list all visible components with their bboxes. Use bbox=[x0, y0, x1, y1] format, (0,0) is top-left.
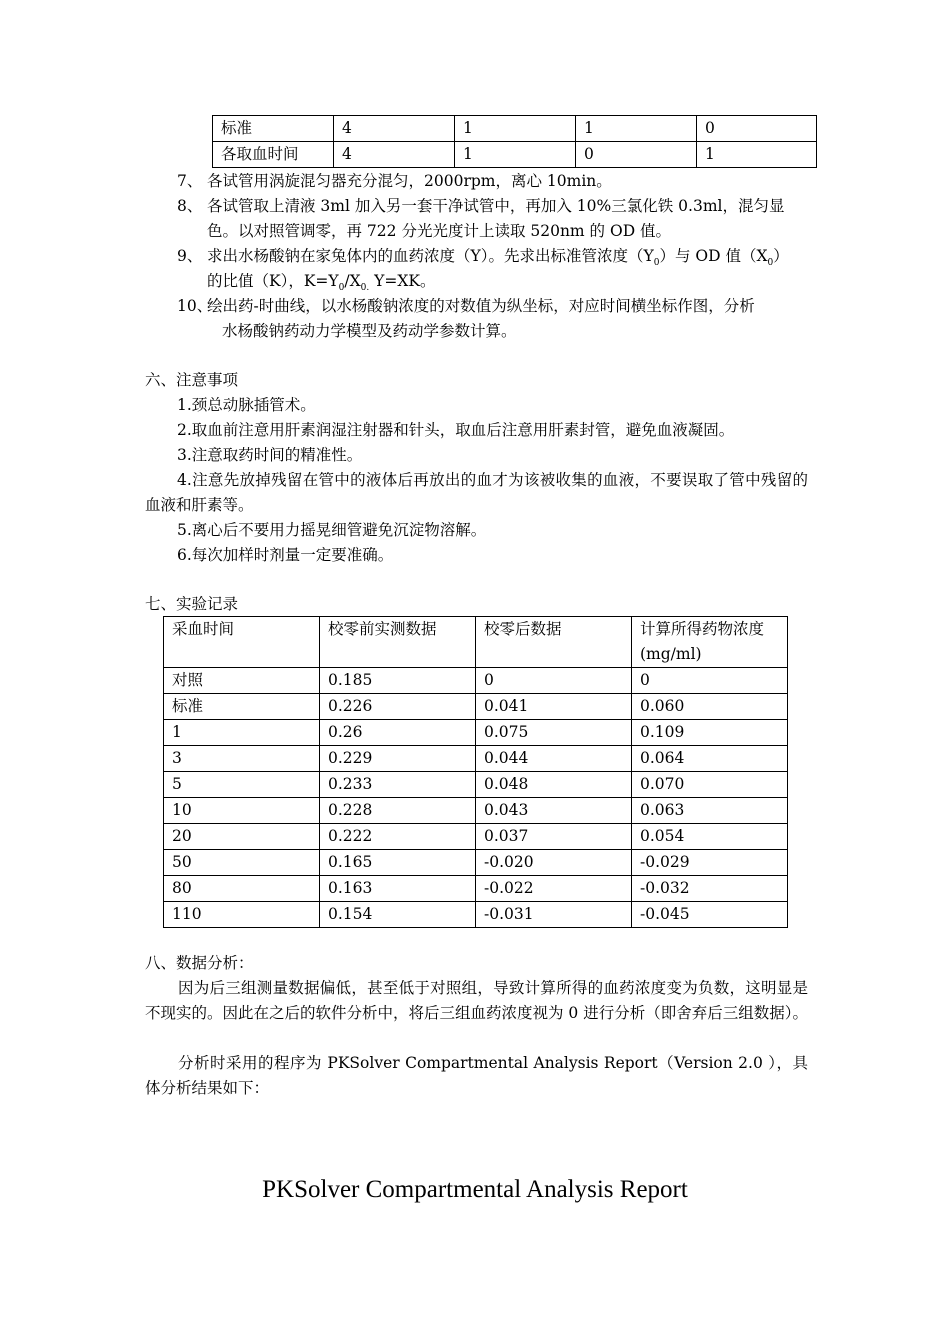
step-text: 绘出药-时曲线，以水杨酸钠浓度的对数值为纵坐标，对应时间横坐标作图，分析 bbox=[207, 297, 755, 315]
table-cell: -0.045 bbox=[632, 902, 788, 928]
table-cell: 4 bbox=[334, 116, 455, 142]
table-cell: 各取血时间 bbox=[213, 142, 334, 168]
table-cell: 0.165 bbox=[320, 850, 476, 876]
text: 求出水杨酸钠在家兔体内的血药浓度（Y）。先求出标准管浓度（Y bbox=[207, 247, 654, 265]
header-cell: 采血时间 bbox=[164, 617, 320, 668]
table-cell: 0.233 bbox=[320, 772, 476, 798]
note-item: 4.注意先放掉残留在管中的液体后再放出的血才为该被收集的血液，不要误取了管中残留的血液和肝素等。 bbox=[145, 471, 808, 514]
table-row bbox=[164, 824, 788, 850]
header-cell bbox=[632, 617, 788, 668]
subscript: 0 bbox=[653, 258, 660, 269]
table-cell: 0 bbox=[576, 142, 697, 168]
table-cell: 20 bbox=[164, 824, 320, 850]
table-cell: 0.063 bbox=[632, 798, 788, 824]
section-heading: 六、注意事项 bbox=[145, 371, 239, 389]
table-cell: 1 bbox=[455, 142, 576, 168]
table-cell: -0.022 bbox=[476, 876, 632, 902]
note-item: 6.每次加样时剂量一定要准确。 bbox=[177, 546, 394, 564]
text: ）与 OD 值（X bbox=[659, 247, 768, 265]
table-row bbox=[164, 876, 788, 902]
subscript: 0 bbox=[338, 283, 345, 294]
table-cell: 0.060 bbox=[632, 694, 788, 720]
table-row bbox=[164, 720, 788, 746]
table-cell: 标准 bbox=[213, 116, 334, 142]
table-cell: 0 bbox=[632, 668, 788, 694]
note-item: 3.注意取药时间的精准性。 bbox=[177, 446, 363, 464]
table-cell: 对照 bbox=[164, 668, 320, 694]
table-cell: 0.048 bbox=[476, 772, 632, 798]
section-heading: 八、数据分析： bbox=[145, 954, 254, 972]
header-cell: 校零前实测数据 bbox=[320, 617, 476, 668]
report-title: PKSolver Compartmental Analysis Report bbox=[262, 1176, 688, 1203]
note-item: 5.离心后不要用力摇晃细管避免沉淀物溶解。 bbox=[177, 521, 487, 539]
table-cell: 80 bbox=[164, 876, 320, 902]
step-number: 9、 bbox=[177, 247, 203, 265]
table-row bbox=[164, 902, 788, 928]
table-header-row bbox=[164, 617, 788, 668]
table-row bbox=[164, 746, 788, 772]
table-cell: 1 bbox=[164, 720, 320, 746]
table-cell: 1 bbox=[576, 116, 697, 142]
table-cell: 50 bbox=[164, 850, 320, 876]
step-text: 各试管用涡旋混匀器充分混匀，2000rpm，离心 10min。 bbox=[207, 172, 612, 190]
table-cell: 0.109 bbox=[632, 720, 788, 746]
table-cell: 0.070 bbox=[632, 772, 788, 798]
text: Y=XK。 bbox=[369, 272, 436, 290]
step-text: 色。以对照管调零，再 722 分光光度计上读取 520nm 的 OD 值。 bbox=[207, 222, 672, 240]
table-cell: 0.222 bbox=[320, 824, 476, 850]
subscript: 0. bbox=[360, 283, 370, 294]
table-cell: -0.032 bbox=[632, 876, 788, 902]
step-number: 10、 bbox=[177, 297, 213, 315]
table-cell: 0.226 bbox=[320, 694, 476, 720]
table-cell: 0 bbox=[476, 668, 632, 694]
note-item: 2.取血前注意用肝素润湿注射器和针头，取血后注意用肝素封管，避免血液凝固。 bbox=[177, 421, 735, 439]
text: ） bbox=[773, 247, 789, 265]
table-cell: 0.163 bbox=[320, 876, 476, 902]
table-cell: 1 bbox=[455, 116, 576, 142]
table-cell: -0.031 bbox=[476, 902, 632, 928]
table-cell: 5 bbox=[164, 772, 320, 798]
step-number: 8、 bbox=[177, 197, 203, 215]
analysis-paragraph: 分析时采用的程序为 PKSolver Compartmental Analysis Report（Version 2.0 ），具体分析结果如下： bbox=[145, 1054, 808, 1097]
table-row bbox=[164, 798, 788, 824]
table-cell: 0.075 bbox=[476, 720, 632, 746]
table-cell: 0.228 bbox=[320, 798, 476, 824]
table-row bbox=[164, 668, 788, 694]
table-row bbox=[164, 850, 788, 876]
table-cell: 0.044 bbox=[476, 746, 632, 772]
table-cell: 0.26 bbox=[320, 720, 476, 746]
table-row bbox=[213, 142, 817, 168]
table-row bbox=[164, 694, 788, 720]
header-unit: (mg/ml) bbox=[640, 645, 702, 663]
table-cell: 1 bbox=[697, 142, 817, 168]
header-cell: 校零后数据 bbox=[476, 617, 632, 668]
text: /X bbox=[344, 272, 361, 290]
table-cell: 标准 bbox=[164, 694, 320, 720]
step-text: 各试管取上清液 3ml 加入另一套干净试管中，再加入 10%三氯化铁 0.3ml，混匀显 bbox=[207, 197, 785, 215]
step-text: 水杨酸钠药动力学模型及药动学参数计算。 bbox=[222, 322, 517, 340]
table-cell: 10 bbox=[164, 798, 320, 824]
subscript: 0 bbox=[767, 258, 774, 269]
table-cell: 4 bbox=[334, 142, 455, 168]
text: 的比值（K），K=Y bbox=[207, 272, 339, 290]
table-cell: 0 bbox=[697, 116, 817, 142]
table-cell: 110 bbox=[164, 902, 320, 928]
table-row bbox=[164, 772, 788, 798]
table-cell: 0.154 bbox=[320, 902, 476, 928]
step-number: 7、 bbox=[177, 172, 203, 190]
analysis-paragraph: 因为后三组测量数据偏低，甚至低于对照组，导致计算所得的血药浓度变为负数，这明显是不现实的。因此在之后的软件分析中，将后三组血药浓度视为 0 进行分析（即舍弃后三组数据）。 bbox=[145, 979, 808, 1022]
table-cell: 0.064 bbox=[632, 746, 788, 772]
table-cell: 0.037 bbox=[476, 824, 632, 850]
header-text: 计算所得药物浓度 bbox=[640, 620, 765, 638]
table-row bbox=[213, 116, 817, 142]
grouping-table bbox=[212, 115, 817, 168]
table-cell: 0.041 bbox=[476, 694, 632, 720]
record-table bbox=[163, 616, 788, 928]
table-cell: 0.043 bbox=[476, 798, 632, 824]
note-item: 1.颈总动脉插管术。 bbox=[177, 396, 316, 414]
table-cell: 3 bbox=[164, 746, 320, 772]
table-cell: 0.185 bbox=[320, 668, 476, 694]
table-cell: -0.020 bbox=[476, 850, 632, 876]
section-heading: 七、实验记录 bbox=[145, 595, 239, 613]
table-cell: -0.029 bbox=[632, 850, 788, 876]
table-cell: 0.054 bbox=[632, 824, 788, 850]
table-cell: 0.229 bbox=[320, 746, 476, 772]
